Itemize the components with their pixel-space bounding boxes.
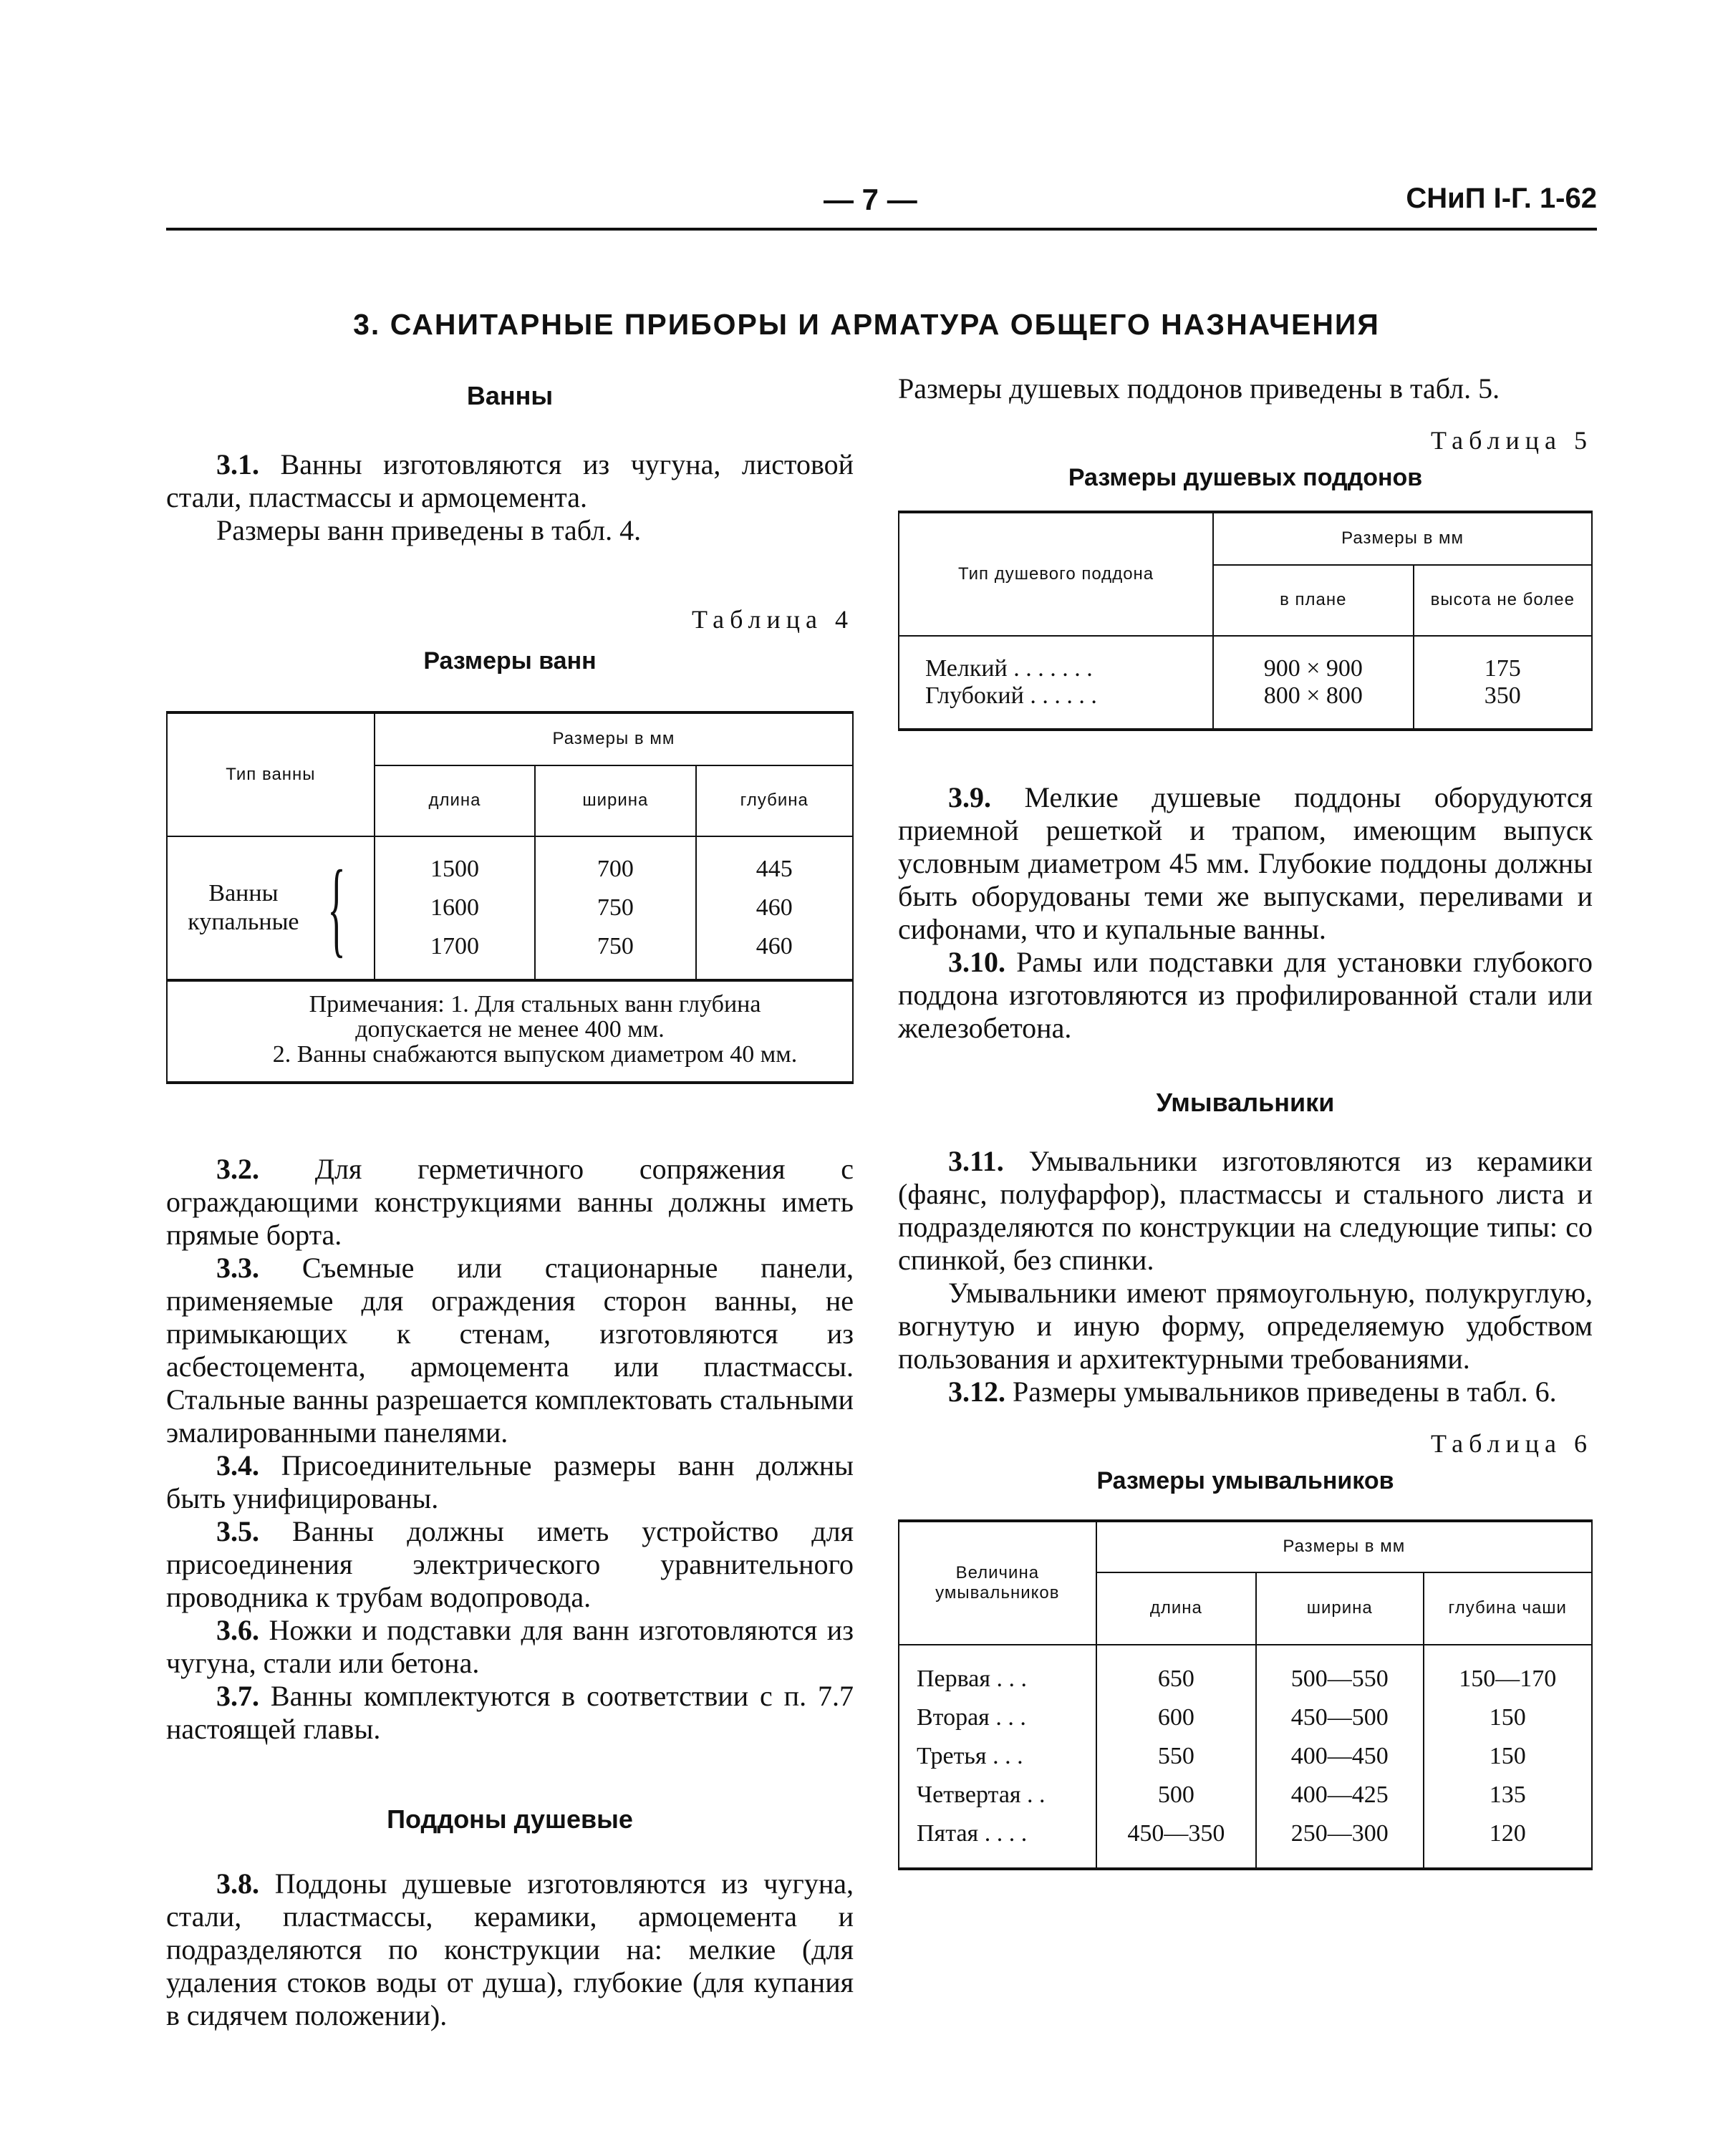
table4 [166, 711, 854, 1084]
table5-types: Мелкий . . . . . . . Глубокий . . . . . . [899, 636, 1213, 730]
paragraph-3-9: 3.9. Мелкие душевые поддоны оборудуются приемной решеткой и трапом, имеющим выпуск условным диаметром 45 мм. Глубокие поддоны должны быть оборудованы теми же выпусками, переливами и сифонами, что и купальные ванны. [898, 781, 1593, 945]
table4-depths: 445 460 460 [696, 836, 853, 980]
table4-col-type: Тип ванны [167, 712, 375, 836]
table5-col-plan: в плане [1213, 565, 1413, 636]
page-number: — 7 — [824, 183, 917, 216]
table5-col-height: высота не более [1414, 565, 1593, 636]
table5-col-type: Тип душевого поддона [899, 512, 1213, 636]
table6-lengths: 650 600 550 500 450—350 [1096, 1645, 1256, 1869]
document-code: СНиП I-Г. 1-62 [1406, 183, 1597, 214]
table6-col-length: длина [1096, 1572, 1256, 1645]
table4-notes [167, 980, 853, 1083]
paragraph-3-11-b: Умывальники имеют прямоугольную, полукруглую, вогнутую и иную форму, определяемую удобством пользования и архитектурными требованиями. [898, 1277, 1593, 1375]
table4-col-width: ширина [535, 765, 695, 836]
paragraph-3-6: 3.6. Ножки и подставки для ванн изготовляются из чугуна, стали или бетона. [166, 1614, 854, 1679]
table5-number: Таблица 5 [1431, 426, 1593, 455]
table6-col-width: ширина [1256, 1572, 1423, 1645]
paragraph-3-10: 3.10. Рамы или подставки для установки глубокого поддона изготовляются из профилированной стали или железобетона. [898, 946, 1593, 1044]
table4-note-2: 2. Ванны снабжаются выпуском диаметром 40 мм. [272, 1041, 798, 1068]
table6-bowl-depths: 150—170 150 150 135 120 [1424, 1645, 1593, 1869]
table4-number: Таблица 4 [692, 605, 854, 634]
paragraph-3-1: 3.1. Ванны изготовляются из чугуна, листовой стали, пластмассы и армоцемента. [166, 448, 854, 513]
table5-group-header: Размеры в мм [1213, 512, 1592, 565]
paragraph-3-2: 3.2. Для герметичного сопряжения с ограждающими конструкциями ванны должны иметь прямые борта. [166, 1153, 854, 1251]
paragraph-3-8: 3.8. Поддоны душевые изготовляются из чугуна, стали, пластмассы, керамики, армоцемента и подразделяются по конструкции на: мелкие (для удаления стоков воды от душа), глубокие (для купания в сидячем положении). [166, 1867, 854, 2031]
table5 [898, 511, 1593, 731]
right-column [898, 372, 1593, 1870]
paragraph-3-11: 3.11. Умывальники изготовляются из керамики (фаянс, полуфарфор), пластмассы и стального листа и подразделяются по конструкции на следующие типы: со спинкой, без спинки. [898, 1145, 1593, 1276]
table6-sizes: Первая . . . Вторая . . . Третья . . . Четвертая . . Пятая . . . . [899, 1645, 1096, 1869]
table5-heights: 175 350 [1414, 636, 1593, 730]
table4-caption: Размеры ванн [423, 647, 597, 675]
table4-widths: 700 750 750 [535, 836, 695, 980]
paragraph-3-12: 3.12. Размеры умывальников приведены в табл. 6. [948, 1376, 1557, 1408]
table4-group-header: Размеры в мм [375, 712, 853, 765]
table6-number: Таблица 6 [1431, 1429, 1593, 1458]
table6-widths: 500—550 450—500 400—450 400—425 250—300 [1256, 1645, 1423, 1869]
table4-lengths: 1500 1600 1700 [375, 836, 535, 980]
table4-row-label: Ванны купальные { [167, 836, 375, 980]
table5-caption: Размеры душевых поддонов [1068, 464, 1423, 491]
table5-plans: 900 × 900 800 × 800 [1213, 636, 1413, 730]
header-rule [166, 228, 1597, 231]
page-header [165, 183, 1597, 226]
table6-caption: Размеры умывальников [1096, 1467, 1394, 1494]
table6 [898, 1519, 1593, 1870]
table4-col-length: длина [375, 765, 535, 836]
paragraph-3-1-b: Размеры ванн приведены в табл. 4. [216, 514, 642, 546]
table6-col-bowl-depth: глубина чаши [1424, 1572, 1593, 1645]
section-title: 3. САНИТАРНЫЕ ПРИБОРЫ И АРМАТУРА ОБЩЕГО НАЗНАЧЕНИЯ [353, 308, 1380, 341]
paragraph-intro-table5: Размеры душевых поддонов приведены в табл. 5. [898, 372, 1500, 405]
table4-col-depth: глубина [696, 765, 853, 836]
subhead-baths: Ванны [466, 381, 554, 410]
subhead-trays: Поддоны душевые [387, 1804, 633, 1834]
table6-col-size: Величина умывальников [899, 1521, 1096, 1645]
paragraph-3-7: 3.7. Ванны комплектуются в соответствии с п. 7.7 настоящей главы. [166, 1680, 854, 1745]
paragraph-3-3: 3.3. Съемные или стационарные панели, применяемые для ограждения сторон ванны, не примыкающих к стенам, изготовляются из асбестоцемента, армоцемента или пластмассы. Стальные ванны разрешается комплектовать стальными эмалированными панелями. [166, 1252, 854, 1449]
table4-note-1: Примечания: 1. Для стальных ванн глубина допускается не менее 400 мм. [309, 991, 761, 1043]
left-column [166, 372, 854, 2032]
subhead-basins: Умывальники [1156, 1088, 1335, 1117]
paragraph-3-5: 3.5. Ванны должны иметь устройство для присоединения электрического уравнительного проводника к трубам водопровода. [166, 1515, 854, 1613]
paragraph-3-4: 3.4. Присоединительные размеры ванн должны быть унифицированы. [166, 1449, 854, 1514]
table6-group-header: Размеры в мм [1096, 1521, 1592, 1572]
